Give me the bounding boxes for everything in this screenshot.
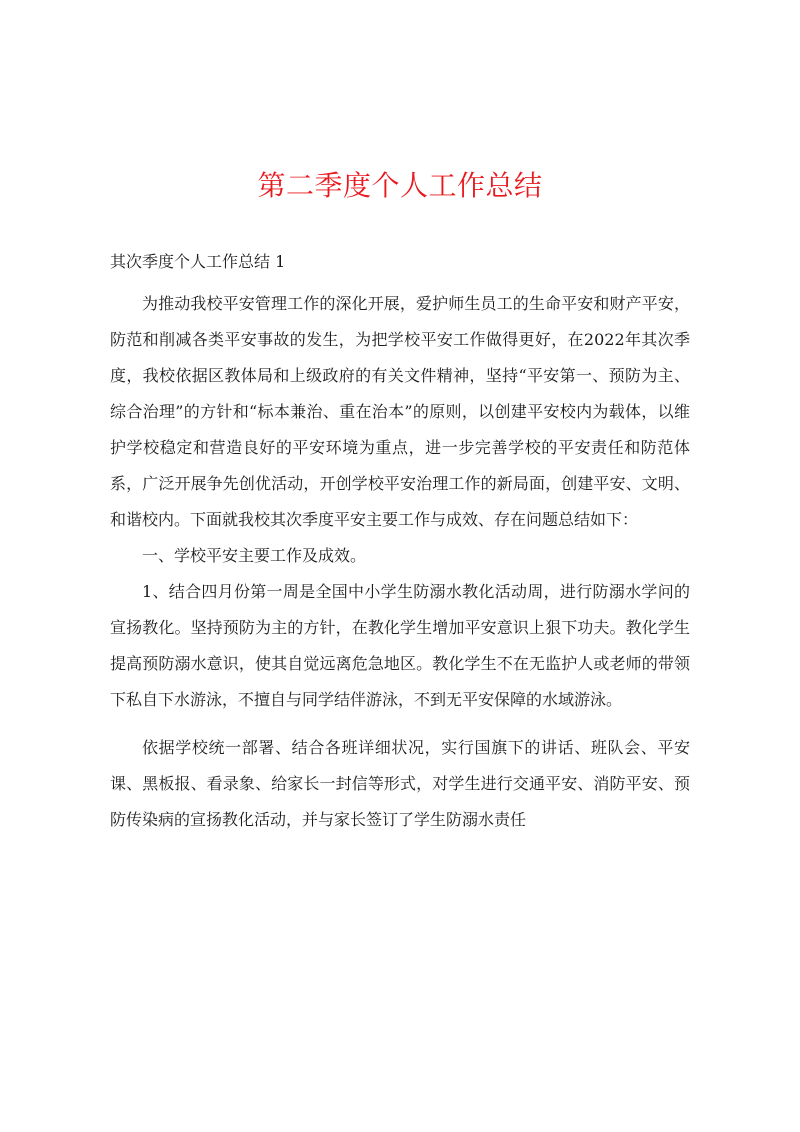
paragraph-section-heading: 一、学校平安主要工作及成效。 bbox=[142, 546, 367, 565]
paragraph-measures: 依据学校统一部署、结合各班详细状况，实行国旗下的讲话、班队会、平安课、黑板报、看录象、给家长一封信等形式，对学生进行交通平安、消防平安、预防传染病的宣扬教化活动，并与家长签订了学生防溺水责任 bbox=[110, 738, 690, 829]
document-title: 第二季度个人工作总结 bbox=[257, 169, 543, 202]
document-subtitle: 其次季度个人工作总结 1 bbox=[110, 252, 286, 271]
paragraph-item-1: 1、结合四月份第一周是全国中小学生防溺水教化活动周，进行防溺水学问的宣扬教化。坚持预防为主的方针，在教化学生增加平安意识上狠下功夫。教化学生提高预防溺水意识，使其自觉远离危急地区。教化学生不在无监护人或老师的带领下私自下水游泳，不擅自与同学结伴游泳，不到无平安保障的水域游泳。 bbox=[110, 582, 690, 709]
document-body bbox=[110, 286, 690, 838]
paragraph-intro: 为推动我校平安管理工作的深化开展，爱护师生员工的生命平安和财产平安，防范和削减各类平安事故的发生，为把学校平安工作做得更好，在2022年其次季度，我校依据区教体局和上级政府的有关文件精神，坚持“平安第一、预防为主、综合治理”的方针和“标本兼治、重在治本”的原则，以创建平安校内为载体，以维护学校稳定和营造良好的平安环境为重点，进一步完善学校的平安责任和防范体系，广泛开展争先创优活动，开创学校平安治理工作的新局面，创建平安、文明、和谐校内。下面就我校其次季度平安主要工作与成效、存在问题总结如下： bbox=[110, 294, 690, 529]
